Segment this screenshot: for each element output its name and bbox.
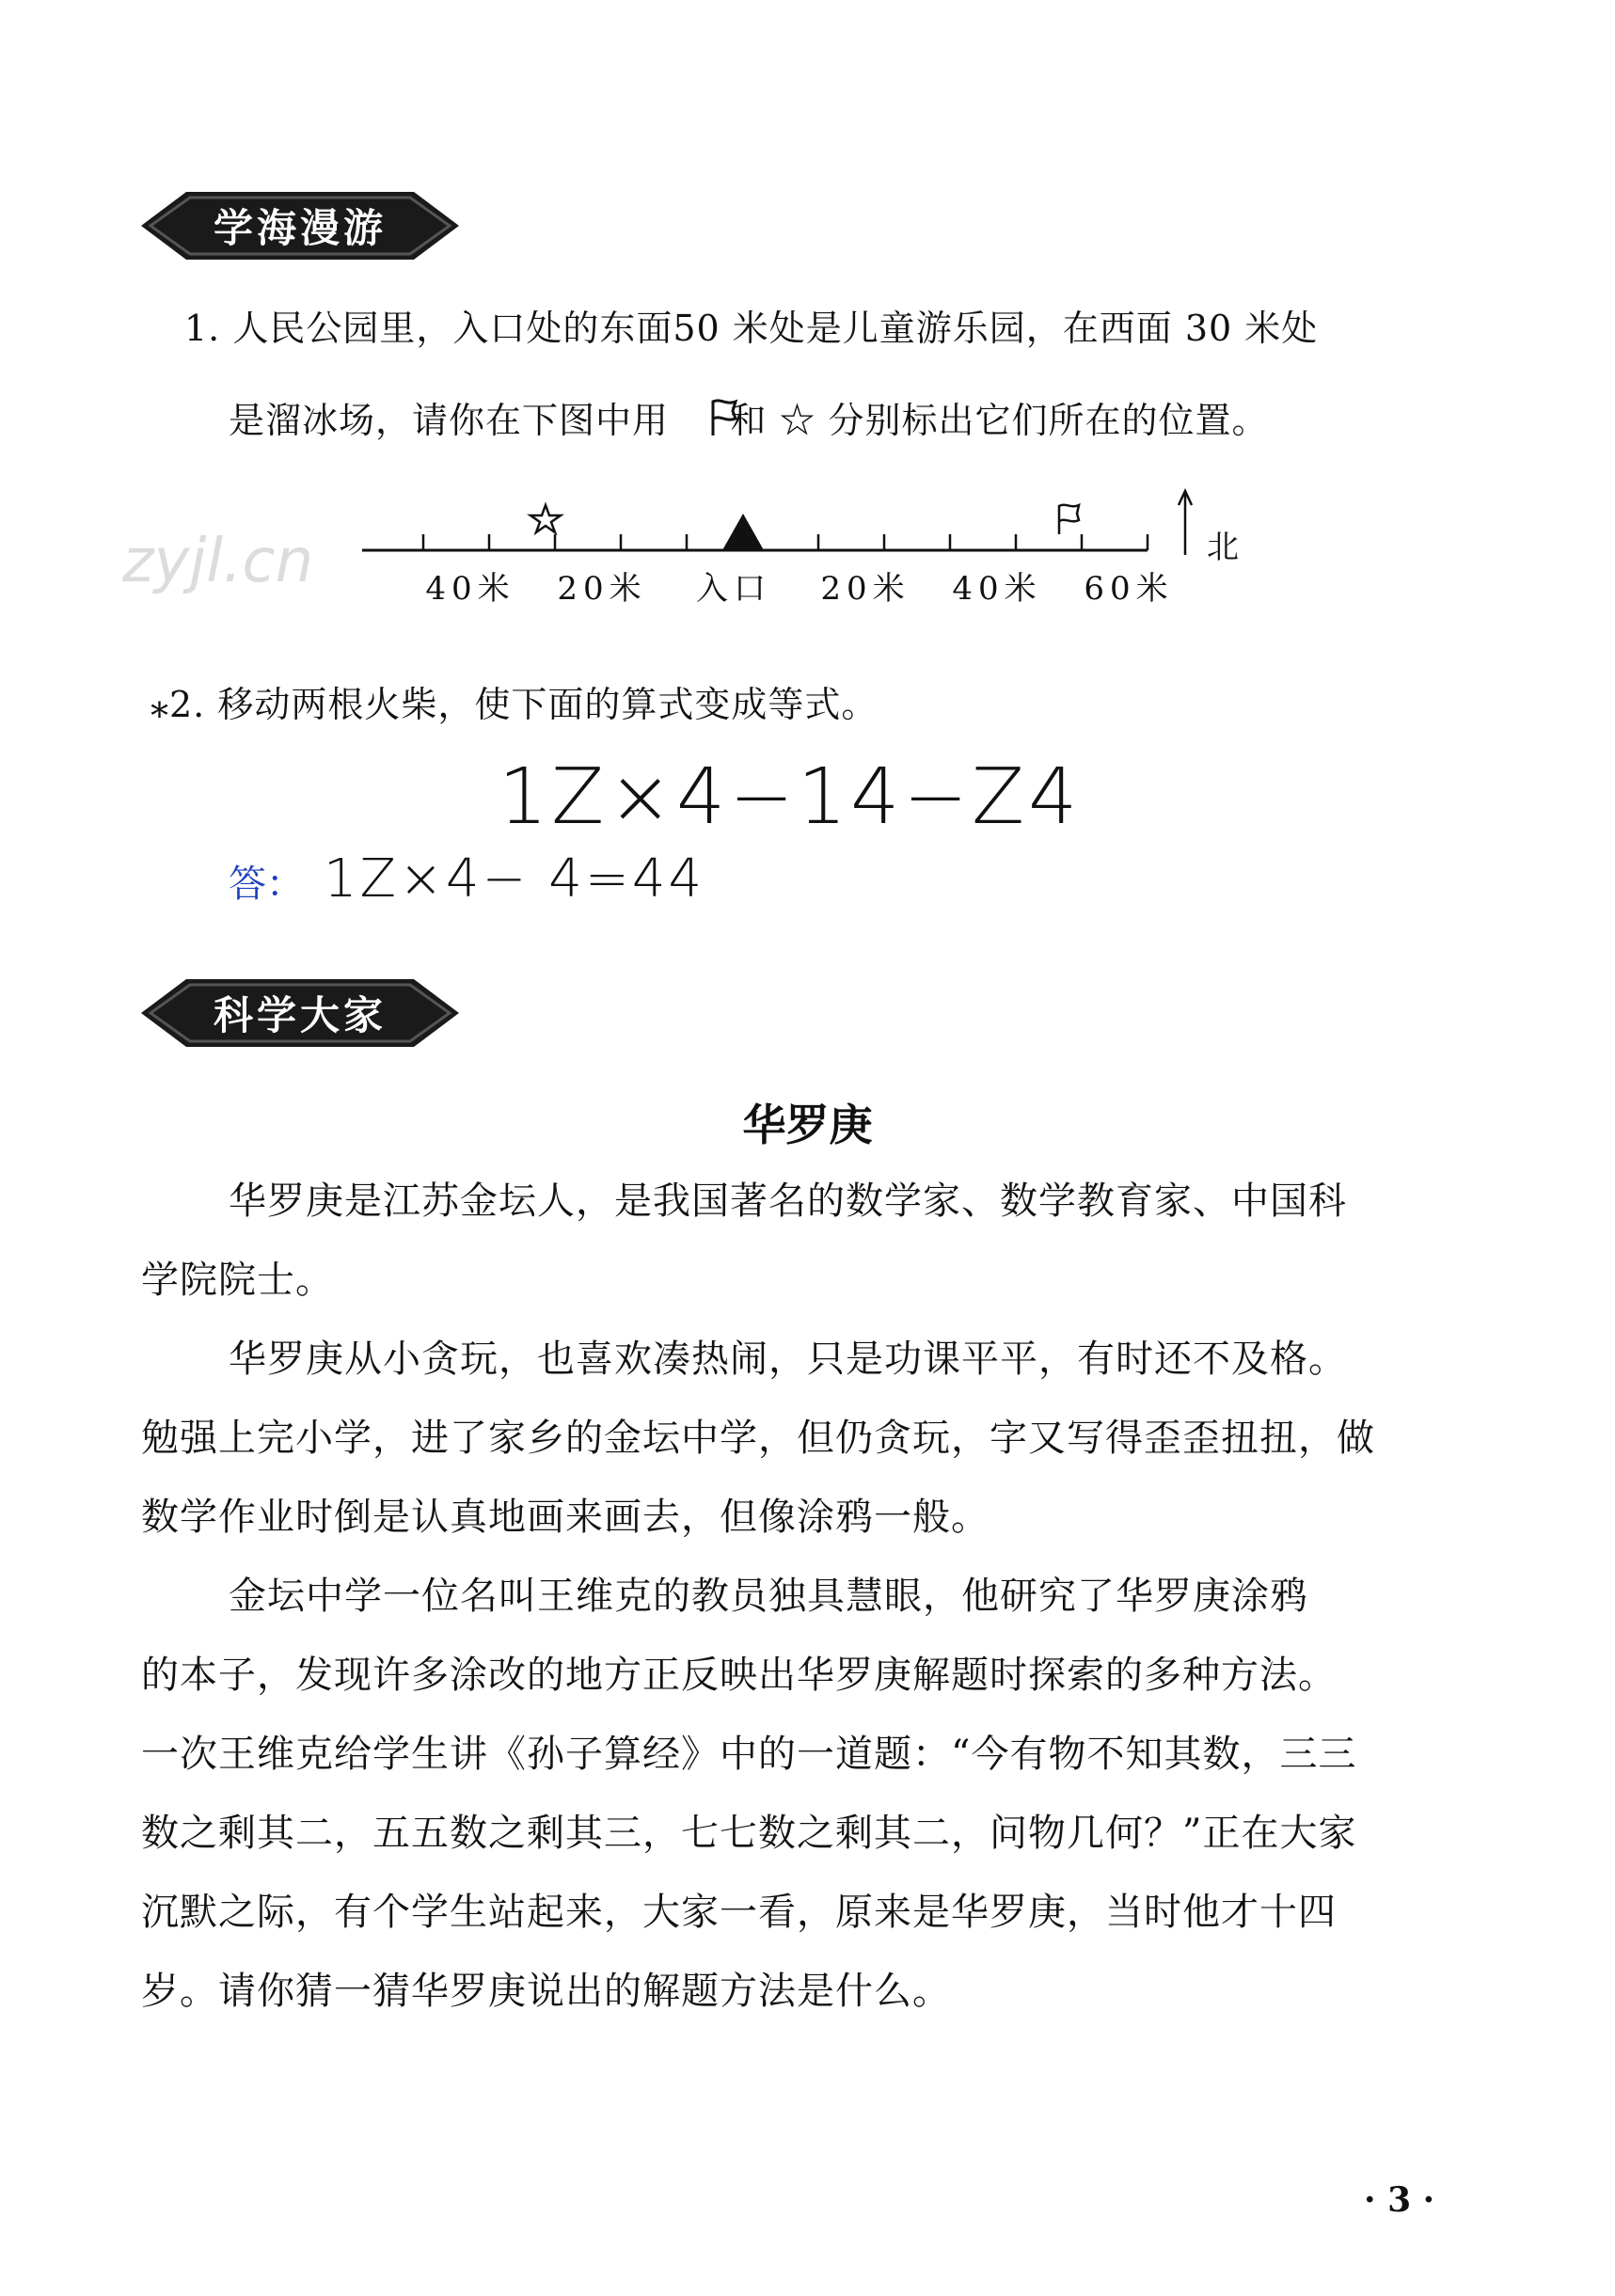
scale-label-3: 入口 [696,570,771,608]
flag-icon [707,398,739,439]
section-banner-kexue [141,974,459,1053]
scale-label-5: 40米 [952,570,1042,608]
north-label: 北 [1207,529,1240,566]
banner-label: 学海漫游 [213,205,387,251]
matchstick-equation: 1Z×4−14−Z4 [499,752,1082,842]
article-line-4: 勉强上完小学，进了家乡的金坛中学，但仍贪玩，字又写得歪歪扭扭，做 [141,1417,1375,1460]
article-line-6: 金坛中学一位名叫王维克的教员独具慧眼，他研究了华罗庚涂鸦 [229,1575,1308,1618]
problem2-prompt: ⁎2. 移动两根火柴，使下面的算式变成等式。 [150,684,879,725]
star-marker [530,505,561,532]
answer-label: 答： [229,863,304,906]
scale-label-4: 20米 [820,570,910,608]
page-number: · 3 · [1364,2180,1435,2220]
entrance-triangle [722,514,764,550]
answer-equation: 1Z×4− 4=44 [324,848,705,910]
article-line-1: 华罗庚是江苏金坛人，是我国著名的数学家、数学教育家、中国科 [229,1180,1347,1223]
article-line-10: 沉默之际，有个学生站起来，大家一看，原来是华罗庚，当时他才十四 [141,1891,1337,1934]
section-banner-xuehai [141,186,459,265]
banner-label: 科学大家 [213,992,387,1038]
problem1-line1: 1. 人民公园里，入口处的东面50 米处是儿童游乐园，在西面 30 米处 [184,308,1319,349]
scale-label-2: 20米 [557,570,647,608]
article-line-5: 数学作业时倒是认真地画来画去，但像涂鸦一般。 [141,1496,990,1539]
flag-marker [1059,505,1079,534]
article-line-9: 数之剩其二，五五数之剩其三，七七数之剩其二，问物几何？”正在大家 [141,1812,1357,1855]
watermark: zyjl.cn [122,527,314,596]
article-line-8: 一次王维克给学生讲《孙子算经》中的一道题：“今有物不知其数，三三 [141,1733,1357,1776]
article-title: 华罗庚 [742,1100,873,1150]
article-line-11: 岁。请你猜一猜华罗庚说出的解题方法是什么。 [141,1970,951,2013]
article-line-3: 华罗庚从小贪玩，也喜欢凑热闹，只是功课平平，有时还不及格。 [229,1338,1347,1381]
scale-label-1: 40米 [425,570,515,608]
article-line-7: 的本子，发现许多涂改的地方正反映出华罗庚解题时探索的多种方法。 [141,1654,1337,1697]
article-line-2: 学院院士。 [141,1259,334,1302]
problem1-line2: 是溜冰场，请你在下图中用 和 ☆ 分别标出它们所在的位置。 [229,400,1269,441]
scale-label-6: 60米 [1084,570,1174,608]
